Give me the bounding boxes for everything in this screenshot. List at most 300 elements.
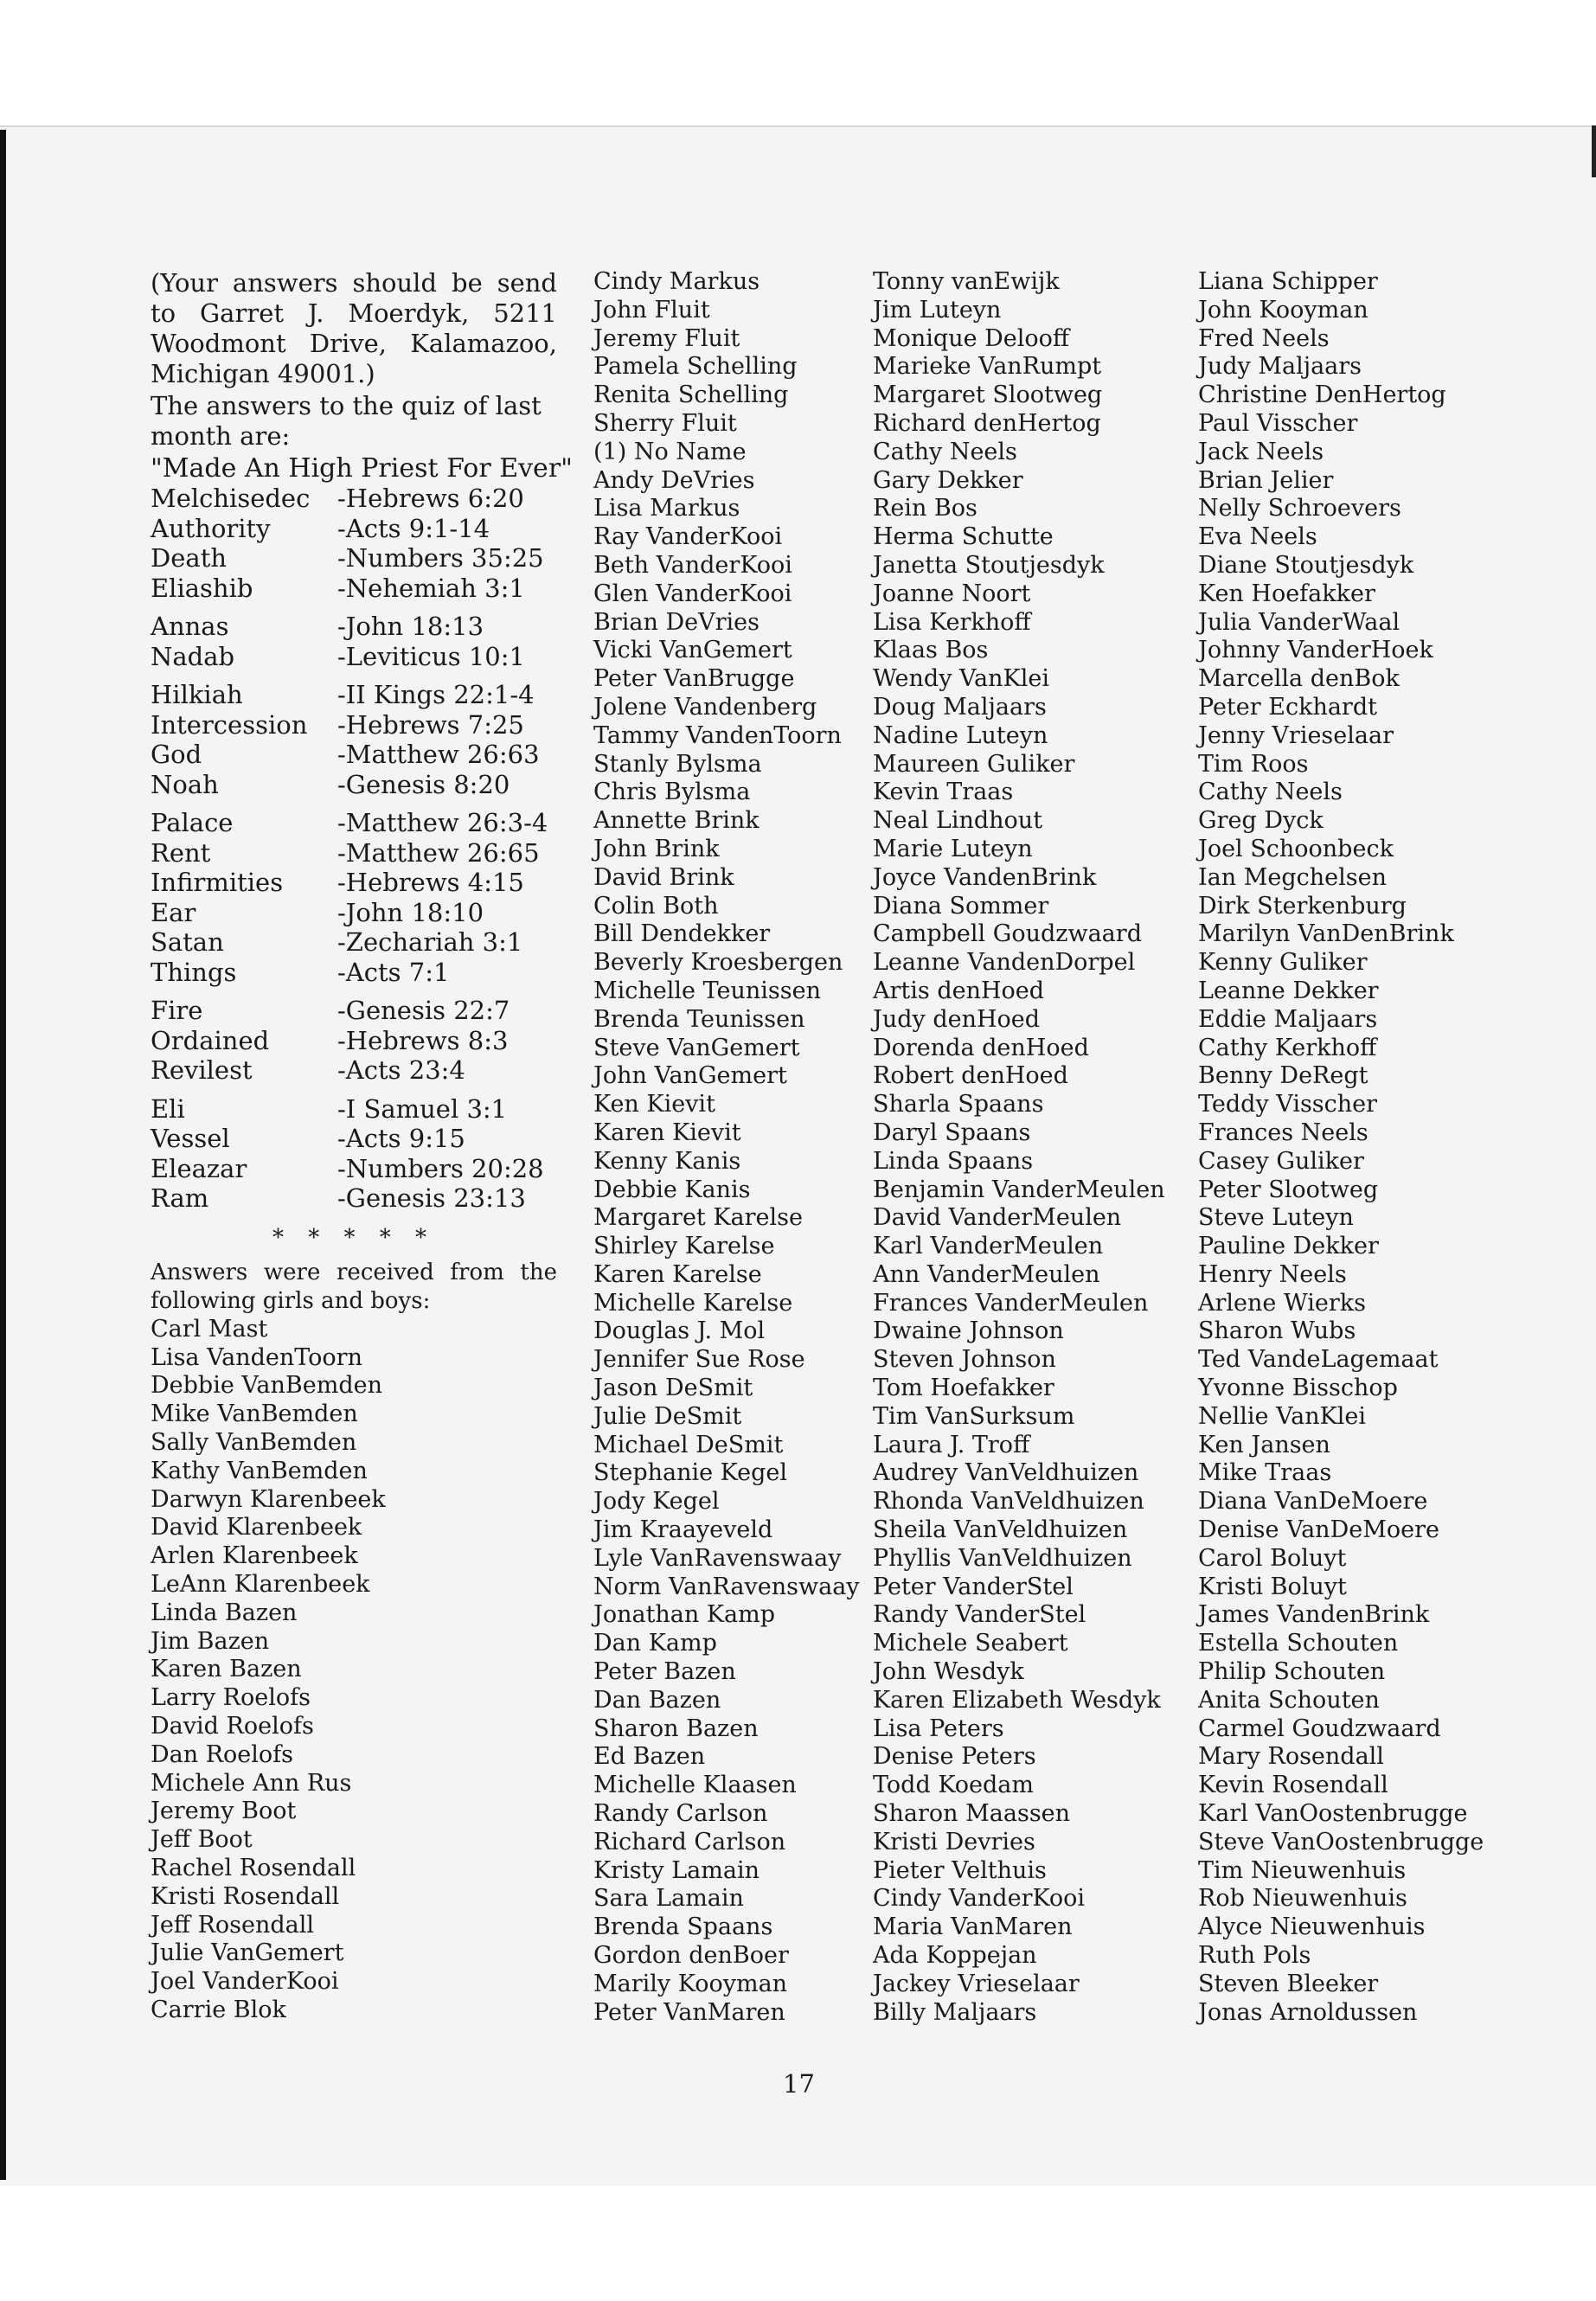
answer-word: God (151, 740, 202, 769)
name-entry: Herma Schutte (873, 523, 1054, 551)
name-entry: Steve Luteyn (1198, 1204, 1354, 1232)
answer-row (151, 642, 557, 672)
name-entry: Debbie Kanis (593, 1176, 751, 1203)
answer-reference: -Genesis 8:20 (337, 769, 510, 799)
name-entry: Dan Kamp (593, 1630, 717, 1657)
name-entry: Gary Dekker (873, 466, 1023, 494)
answer-row (151, 1094, 557, 1125)
name-entry: Yvonne Bisschop (1198, 1375, 1398, 1402)
name-entry: Nellie VanKlei (1198, 1402, 1366, 1430)
name-entry: Mike Traas (1198, 1459, 1332, 1487)
name-entry: Daryl Spaans (873, 1118, 1031, 1146)
answer-row (151, 868, 557, 898)
name-entry: Billy Maljaars (873, 1998, 1037, 2026)
name-entry: Rachel Rosendall (151, 1855, 356, 1882)
name-entry: Denise Peters (873, 1743, 1036, 1771)
name-entry: Sharon Bazen (593, 1715, 759, 1742)
answer-group (151, 1094, 557, 1214)
name-entry: Jeremy Fluit (593, 324, 740, 352)
name-entry: Estella Schouten (1198, 1630, 1399, 1657)
scan-edge-right (1592, 125, 1596, 177)
name-entry: Margaret Karelse (593, 1204, 803, 1232)
name-entry: Larry Roelofs (151, 1684, 311, 1712)
name-entry: Stanly Bylsma (593, 750, 762, 778)
name-entry: Jackey Vrieselaar (873, 1970, 1080, 1997)
name-entry: Johnny VanderHoek (1198, 637, 1433, 664)
name-entry: Pamela Schelling (593, 353, 798, 381)
name-entry: Peter VanMaren (593, 1998, 785, 2026)
name-entry: Kristi Rosendall (151, 1882, 340, 1910)
name-entry: Ken Hoefakker (1198, 580, 1375, 607)
name-entry: Sharla Spaans (873, 1091, 1044, 1118)
name-entry: Maria VanMaren (873, 1913, 1073, 1941)
name-entry: Ray VanderKooi (593, 523, 783, 551)
name-entry: Jenny Vrieselaar (1198, 721, 1394, 749)
name-entry: Chris Bylsma (593, 779, 751, 806)
name-entry: Benjamin VanderMeulen (873, 1176, 1165, 1203)
name-entry: Leanne VandenDorpel (873, 949, 1136, 977)
name-entry: Steve VanOostenbrugge (1198, 1828, 1484, 1856)
name-entry: Peter Bazen (593, 1658, 736, 1686)
answer-row (151, 838, 557, 868)
name-entry: Cathy Neels (1198, 779, 1343, 806)
name-entry: Glen VanderKooi (593, 580, 792, 607)
answer-reference: -John 18:13 (337, 612, 484, 641)
name-entry: Lisa Markus (593, 495, 740, 522)
name-entry: Mike VanBemden (151, 1400, 358, 1428)
answer-reference: -Genesis 23:13 (337, 1183, 526, 1213)
name-entry: Jeff Boot (151, 1826, 253, 1854)
name-entry: Marieke VanRumpt (873, 353, 1102, 381)
name-entry: Tim Nieuwenhuis (1198, 1856, 1407, 1884)
answer-word: Authority (151, 513, 271, 543)
answer-reference: -Acts 7:1 (337, 957, 450, 987)
answer-reference: -Matthew 26:65 (337, 837, 540, 868)
name-entry: Carol Boluyt (1198, 1544, 1347, 1572)
answer-reference: -Numbers 20:28 (337, 1153, 544, 1183)
name-entry: Brian Jelier (1198, 466, 1334, 494)
name-entry: Sara Lamain (593, 1885, 744, 1913)
name-entry: Jeff Rosendall (151, 1911, 315, 1939)
name-entry: John Brink (593, 835, 720, 862)
name-entry: Carl Mast (151, 1315, 268, 1343)
name-entry: Tim VanSurksum (873, 1402, 1075, 1430)
answer-row (151, 514, 557, 544)
name-entry: Denise VanDeMoere (1198, 1516, 1439, 1544)
name-entry: Nadine Luteyn (873, 721, 1048, 749)
answer-word: Eliashib (151, 573, 253, 603)
name-entry: Kevin Traas (873, 779, 1014, 806)
name-entry: James VandenBrink (1198, 1601, 1430, 1629)
name-entry: Debbie VanBemden (151, 1372, 382, 1400)
name-entry: Dwaine Johnson (873, 1317, 1064, 1345)
name-entry: Douglas J. Mol (593, 1317, 766, 1345)
name-entry: Marie Luteyn (873, 835, 1033, 862)
name-entry: Judy Maljaars (1198, 353, 1362, 381)
name-entry: Richard Carlson (593, 1828, 786, 1856)
name-entry: Phyllis VanVeldhuizen (873, 1544, 1132, 1572)
name-entry: Nelly Schroevers (1198, 495, 1401, 522)
answer-reference: -I Samuel 3:1 (337, 1093, 508, 1124)
answer-reference: -Hebrews 8:3 (337, 1025, 509, 1055)
answer-row (151, 1124, 557, 1154)
answer-reference: -Zechariah 3:1 (337, 927, 523, 957)
name-entry: Kristi Boluyt (1198, 1573, 1347, 1600)
name-entry: Rhonda VanVeldhuizen (873, 1488, 1144, 1516)
name-entry: Henry Neels (1198, 1260, 1347, 1288)
name-entry: Cindy Markus (593, 268, 760, 295)
name-entry: Mary Rosendall (1198, 1743, 1384, 1771)
name-entry: Randy VanderStel (873, 1601, 1086, 1629)
name-entry: Ted VandeLagemaat (1198, 1346, 1439, 1374)
answer-word: Revilest (151, 1055, 253, 1085)
name-entry: Brenda Spaans (593, 1913, 773, 1941)
name-entry: Peter Eckhardt (1198, 693, 1377, 721)
separator: * * * * * (272, 1224, 436, 1251)
answer-reference: -Hebrews 7:25 (337, 709, 524, 740)
name-entry: Kenny Guliker (1198, 949, 1368, 977)
answer-word: Intercession (151, 709, 308, 740)
name-entry: Jody Kegel (593, 1488, 720, 1516)
name-entry: Jolene Vandenberg (593, 693, 817, 721)
answer-group (151, 484, 557, 603)
name-entry: Maureen Guliker (873, 750, 1075, 778)
answer-row (151, 808, 557, 838)
answer-reference: -Acts 23:4 (337, 1055, 465, 1085)
name-entry: Randy Carlson (593, 1800, 768, 1828)
name-entry: Doug Maljaars (873, 693, 1047, 721)
name-entry: Marilyn VanDenBrink (1198, 920, 1454, 948)
name-entry: Frances Neels (1198, 1118, 1368, 1146)
name-entry: Cindy VanderKooi (873, 1885, 1086, 1913)
name-entry: Kenny Kanis (593, 1147, 741, 1175)
name-entry: Leanne Dekker (1198, 977, 1379, 1004)
name-entry: Ann VanderMeulen (873, 1260, 1100, 1288)
name-entry: Gordon denBoer (593, 1942, 789, 1970)
name-entry: Kevin Rosendall (1198, 1772, 1388, 1799)
answer-group (151, 996, 557, 1086)
column-1 (151, 268, 573, 2025)
answer-reference: -Hebrews 6:20 (337, 484, 524, 513)
answer-word: Ear (151, 897, 196, 927)
answer-word: Palace (151, 808, 234, 837)
intro-text: (Your answers should be send to Garret J. Moerdyk, 5211 Woodmont Drive, Kalamazoo, Michigan 49001.) (151, 268, 557, 388)
name-entry: John VanGemert (593, 1062, 787, 1090)
name-entry: Jonas Arnoldussen (1198, 1998, 1418, 2026)
name-entry: Karen Elizabeth Wesdyk (873, 1686, 1161, 1714)
name-entry: Michele Ann Rus (151, 1769, 352, 1797)
answer-word: Rent (151, 837, 211, 868)
name-entry: Brian DeVries (593, 608, 760, 636)
name-entry: Joel Schoonbeck (1198, 835, 1394, 862)
answer-word: Hilkiah (151, 680, 243, 709)
name-entry: Laura J. Troff (873, 1431, 1030, 1458)
name-entry: Karen Karelse (593, 1260, 762, 1288)
name-entry: Ken Jansen (1198, 1431, 1330, 1458)
name-entry: Beth VanderKooi (593, 551, 792, 579)
name-entry: Lisa Kerkhoff (873, 608, 1031, 636)
name-entry: Karen Kievit (593, 1118, 741, 1146)
name-entry: Campbell Goudzwaard (873, 920, 1142, 948)
name-entry: Janetta Stoutjesdyk (873, 551, 1105, 579)
name-entry: Christine DenHertog (1198, 381, 1446, 409)
answer-row (151, 958, 557, 988)
name-entry: Michele Seabert (873, 1630, 1068, 1657)
name-entry: Diane Stoutjesdyk (1198, 551, 1414, 579)
name-entry: Annette Brink (593, 807, 760, 835)
name-entry: Ed Bazen (593, 1743, 706, 1771)
name-entry: Liana Schipper (1198, 268, 1378, 295)
name-entry: Jennifer Sue Rose (593, 1346, 805, 1374)
answer-reference: -John 18:10 (337, 897, 484, 927)
name-entry: Tonny vanEwijk (873, 268, 1060, 295)
name-entry: Sharon Wubs (1198, 1317, 1356, 1345)
name-entry: Kristy Lamain (593, 1856, 760, 1884)
name-entry: Pieter Velthuis (873, 1856, 1047, 1884)
name-entry: Dan Roelofs (151, 1740, 294, 1768)
name-entry: Michelle Klaasen (593, 1772, 797, 1799)
answer-reference: -Acts 9:15 (337, 1124, 465, 1153)
answers-heading: The answers to the quiz of last month are: (151, 391, 542, 451)
name-entry: Lisa VandenToorn (151, 1343, 362, 1371)
name-entry: LeAnn Klarenbeek (151, 1571, 370, 1599)
name-entry: Kristi Devries (873, 1828, 1035, 1856)
name-entry: David Klarenbeek (151, 1514, 362, 1541)
page-number: 17 (783, 2069, 815, 2099)
name-entry: Carrie Blok (151, 1997, 286, 2024)
name-entry: Steven Johnson (873, 1346, 1056, 1374)
name-entry: Todd Koedam (873, 1772, 1034, 1799)
name-entry: Peter VanBrugge (593, 665, 795, 693)
names-list-1 (151, 1316, 557, 2025)
name-entry: Karl VanderMeulen (873, 1233, 1104, 1260)
name-entry: (1) No Name (593, 438, 747, 465)
answer-reference: -Numbers 35:25 (337, 543, 544, 573)
name-entry: Linda Spaans (873, 1147, 1034, 1175)
name-entry: Renita Schelling (593, 381, 789, 409)
names-list-3 (873, 268, 1165, 2027)
name-entry: Carmel Goudzwaard (1198, 1715, 1441, 1742)
name-entry: Pauline Dekker (1198, 1233, 1379, 1260)
answer-word: Annas (151, 612, 229, 641)
name-entry: John Wesdyk (873, 1658, 1024, 1686)
name-entry: Eddie Maljaars (1198, 1005, 1378, 1033)
name-entry: Vicki VanGemert (593, 637, 792, 664)
answer-row (151, 996, 557, 1026)
name-entry: Arlene Wierks (1198, 1289, 1366, 1317)
name-entry: Michelle Teunissen (593, 977, 821, 1004)
name-entry: Michael DeSmit (593, 1431, 784, 1458)
name-entry: Jim Luteyn (873, 296, 1002, 324)
received-text: Answers were received from the following girls and boys: (151, 1259, 557, 1315)
name-entry: Marily Kooyman (593, 1970, 788, 1997)
name-entry: David Brink (593, 863, 734, 891)
name-entry: Shirley Karelse (593, 1233, 775, 1260)
name-entry: Linda Bazen (151, 1599, 298, 1626)
name-entry: John Fluit (593, 296, 710, 324)
answer-reference: -Matthew 26:63 (337, 740, 540, 769)
answer-word: Fire (151, 996, 203, 1025)
answer-word: Eleazar (151, 1153, 247, 1183)
name-entry: Stephanie Kegel (593, 1459, 788, 1487)
answer-row (151, 1154, 557, 1184)
name-entry: Andy DeVries (593, 466, 755, 494)
name-entry: Julie VanGemert (151, 1939, 344, 1967)
name-entry: Fred Neels (1198, 324, 1330, 352)
answer-row (151, 710, 557, 740)
name-entry: Diana Sommer (873, 892, 1049, 920)
answer-reference: -Matthew 26:3-4 (337, 808, 548, 837)
name-entry: Sheila VanVeldhuizen (873, 1516, 1128, 1544)
name-entry: Julie DeSmit (593, 1402, 742, 1430)
answer-word: Noah (151, 769, 219, 799)
name-entry: David VanderMeulen (873, 1204, 1122, 1232)
name-entry: Anita Schouten (1198, 1686, 1380, 1714)
name-entry: Greg Dyck (1198, 807, 1324, 835)
name-entry: Peter VanderStel (873, 1573, 1074, 1600)
name-entry: Jim Kraayeveld (593, 1516, 773, 1544)
answer-row (151, 543, 557, 574)
answer-word: Infirmities (151, 868, 284, 897)
name-entry: Sharon Maassen (873, 1800, 1071, 1828)
name-entry: Diana VanDeMoere (1198, 1488, 1428, 1516)
name-entry: Dirk Sterkenburg (1198, 892, 1407, 920)
answer-row (151, 740, 557, 770)
name-entry: Dorenda denHoed (873, 1034, 1089, 1061)
answer-reference: -Genesis 22:7 (337, 996, 510, 1025)
name-entry: Peter Slootweg (1198, 1176, 1379, 1203)
answer-word: Melchisedec (151, 484, 311, 513)
name-entry: Jason DeSmit (593, 1375, 753, 1402)
name-entry: Wendy VanKlei (873, 665, 1049, 693)
name-entry: Robert denHoed (873, 1062, 1068, 1090)
name-entry: Ada Koppejan (873, 1942, 1037, 1970)
name-entry: Bill Dendekker (593, 920, 771, 948)
name-entry: John Kooyman (1198, 296, 1368, 324)
answer-reference: -Acts 9:1-14 (337, 513, 490, 543)
name-entry: Cathy Neels (873, 438, 1017, 465)
answer-group (151, 680, 557, 799)
answer-group (151, 612, 557, 671)
name-entry: Joyce VandenBrink (873, 863, 1097, 891)
name-entry: Joanne Noort (873, 580, 1031, 607)
name-entry: Jonathan Kamp (593, 1601, 776, 1629)
name-entry: Michelle Karelse (593, 1289, 793, 1317)
name-entry: Steve VanGemert (593, 1034, 800, 1061)
name-entry: Brenda Teunissen (593, 1005, 805, 1033)
name-entry: Sally VanBemden (151, 1429, 357, 1457)
name-entry: Benny DeRegt (1198, 1062, 1368, 1090)
answer-row (151, 898, 557, 928)
answer-row (151, 574, 557, 604)
answer-word: Vessel (151, 1124, 230, 1153)
answer-row (151, 680, 557, 710)
answer-reference: -II Kings 22:1-4 (337, 680, 535, 709)
name-entry: Artis denHoed (873, 977, 1045, 1004)
name-entry: Tammy VandenToorn (593, 721, 842, 749)
names-list-4 (1198, 268, 1484, 2027)
name-entry: Lyle VanRavenswaay (593, 1544, 842, 1572)
answer-word: Things (151, 957, 237, 987)
name-entry: Steven Bleeker (1198, 1970, 1379, 1997)
name-entry: Karen Bazen (151, 1656, 302, 1683)
answer-list (151, 484, 557, 1214)
answer-reference: -Hebrews 4:15 (337, 868, 524, 897)
name-entry: Casey Guliker (1198, 1147, 1364, 1175)
answer-row (151, 1183, 557, 1214)
answer-word: Eli (151, 1093, 185, 1124)
names-list-2 (593, 268, 860, 2027)
name-entry: Richard denHertog (873, 409, 1101, 437)
name-entry: Norm VanRavenswaay (593, 1573, 860, 1600)
name-entry: Jeremy Boot (151, 1798, 297, 1825)
name-entry: Joel VanderKooi (151, 1968, 339, 1996)
name-entry: Darwyn Klarenbeek (151, 1485, 386, 1513)
name-entry: Tom Hoefakker (873, 1375, 1054, 1402)
name-entry: Ken Kievit (593, 1091, 715, 1118)
name-entry: Rob Nieuwenhuis (1198, 1885, 1407, 1913)
name-entry: Klaas Bos (873, 637, 989, 664)
name-entry: Beverly Kroesbergen (593, 949, 843, 977)
answer-row (151, 612, 557, 642)
answer-row (151, 484, 557, 514)
name-entry: David Roelofs (151, 1713, 314, 1740)
name-entry: Lisa Peters (873, 1715, 1004, 1742)
name-entry: Jack Neels (1198, 438, 1324, 465)
answer-group (151, 808, 557, 987)
name-entry: Julia VanderWaal (1198, 608, 1401, 636)
answer-word: Satan (151, 927, 224, 957)
name-entry: Jim Bazen (151, 1627, 270, 1655)
name-entry: Neal Lindhout (873, 807, 1043, 835)
answer-row (151, 1026, 557, 1056)
name-entry: Audrey VanVeldhuizen (873, 1459, 1139, 1487)
name-entry: Kathy VanBemden (151, 1457, 368, 1484)
name-entry: Eva Neels (1198, 523, 1317, 551)
name-entry: Ruth Pols (1198, 1942, 1311, 1970)
name-entry: Teddy Visscher (1198, 1091, 1378, 1118)
name-entry: Rein Bos (873, 495, 977, 522)
answer-word: Death (151, 543, 228, 573)
name-entry: Dan Bazen (593, 1686, 721, 1714)
name-entry: Margaret Slootweg (873, 381, 1103, 409)
name-entry: Tim Roos (1198, 750, 1309, 778)
name-entry: Cathy Kerkhoff (1198, 1034, 1377, 1061)
answer-reference: -Leviticus 10:1 (337, 641, 525, 671)
name-entry: Paul Visscher (1198, 409, 1358, 437)
scan-edge-left (0, 130, 6, 2180)
answer-row (151, 927, 557, 958)
answer-row (151, 770, 557, 800)
name-entry: Ian Megchelsen (1198, 863, 1387, 891)
answer-word: Nadab (151, 641, 235, 671)
name-entry: Philip Schouten (1198, 1658, 1386, 1686)
answer-row (151, 1055, 557, 1086)
name-entry: Arlen Klarenbeek (151, 1542, 358, 1570)
name-entry: Frances VanderMeulen (873, 1289, 1149, 1317)
name-entry: Marcella denBok (1198, 665, 1400, 693)
name-entry: Sherry Fluit (593, 409, 737, 437)
answer-word: Ram (151, 1183, 209, 1213)
quiz-title: "Made An High Priest For Ever" (151, 453, 573, 484)
name-entry: Alyce Nieuwenhuis (1198, 1913, 1426, 1941)
answer-reference: -Nehemiah 3:1 (337, 573, 525, 603)
answer-word: Ordained (151, 1025, 270, 1055)
name-entry: Karl VanOostenbrugge (1198, 1800, 1468, 1828)
name-entry: Colin Both (593, 892, 719, 920)
name-entry: Judy denHoed (873, 1005, 1041, 1033)
name-entry: Monique Delooff (873, 324, 1070, 352)
